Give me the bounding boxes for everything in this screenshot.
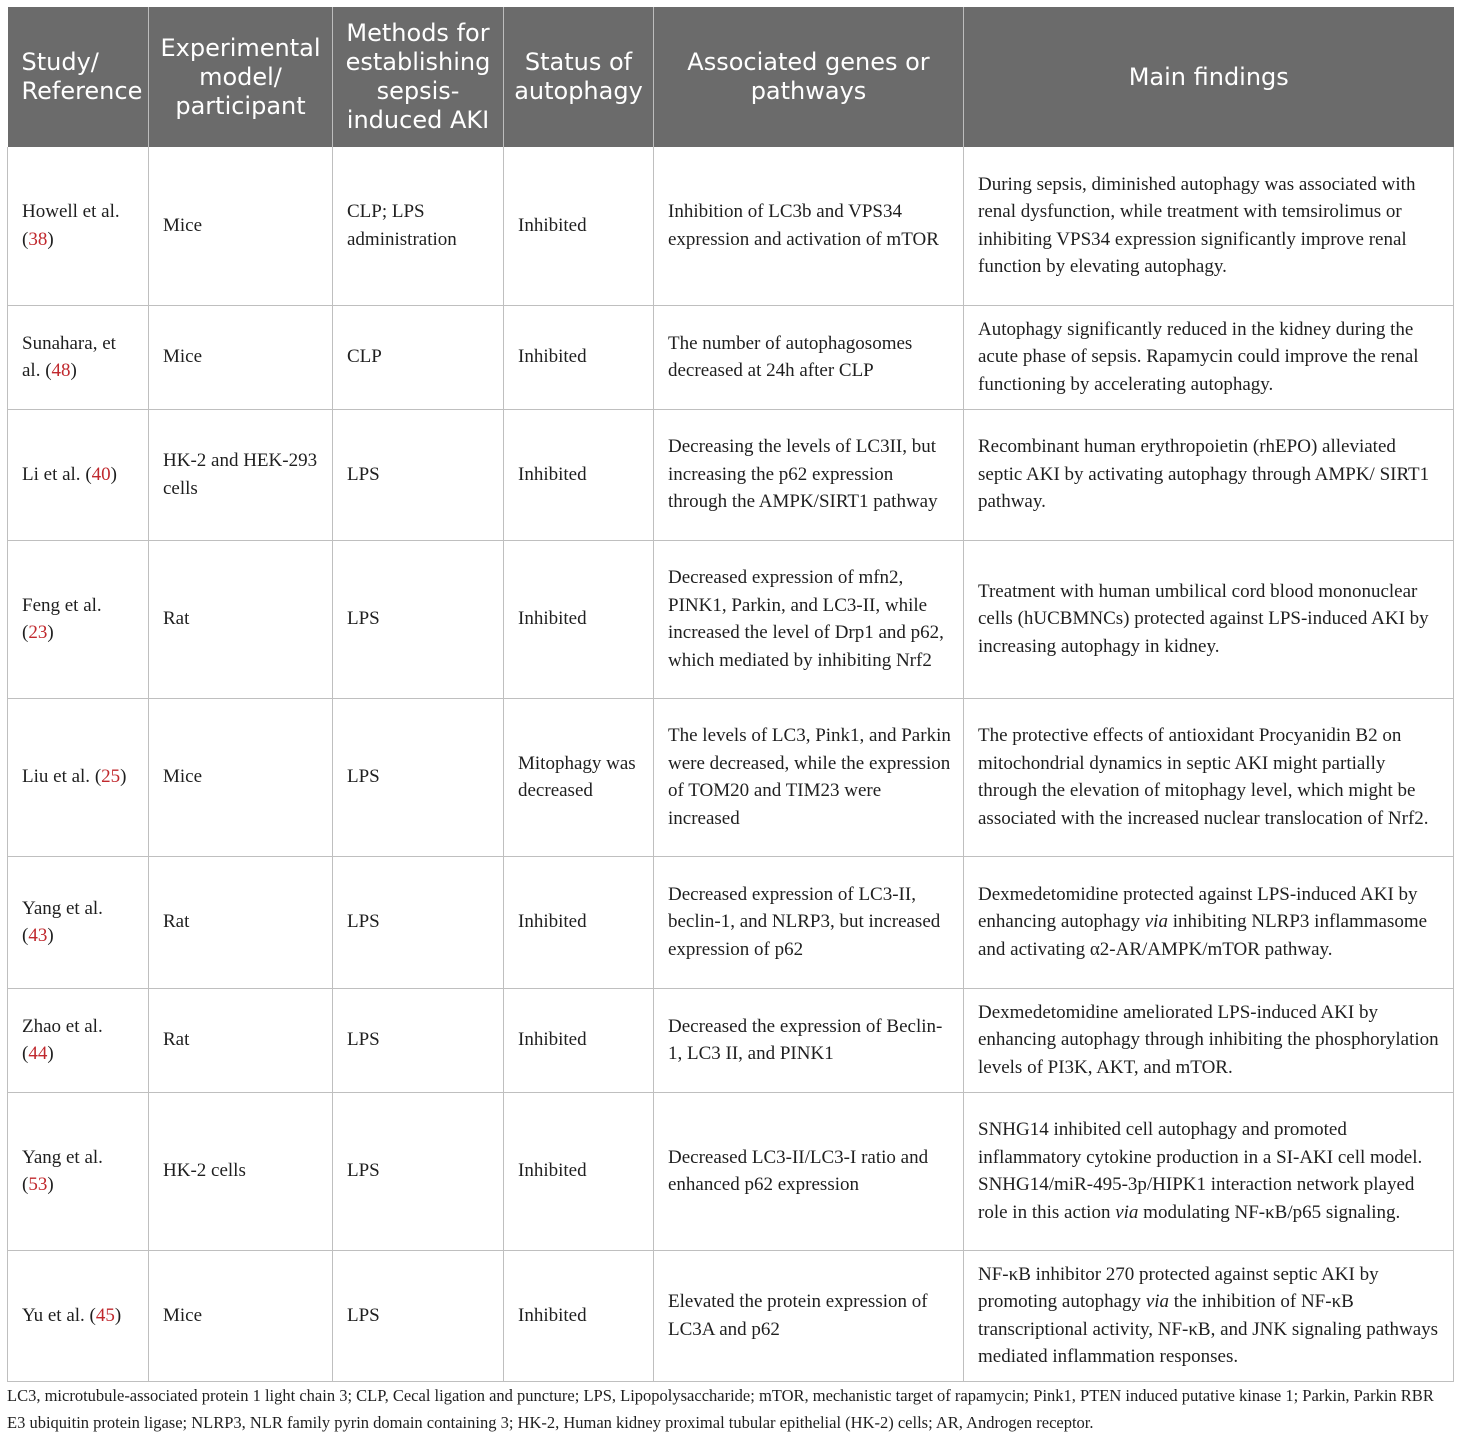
cell-findings: Treatment with human umbilical cord blood mononuclear cells (hUCBMNCs) protected against LPS-induced AKI by increasing autophagy in kidney. (964, 540, 1454, 698)
cell-model: HK-2 cells (149, 1092, 333, 1250)
cell-findings: Autophagy significantly reduced in the kidney during the acute phase of sepsis. Rapamycin could improve the renal functioning by accelerating autophagy. (964, 305, 1454, 409)
findings-emphasis: via (1115, 1201, 1139, 1223)
cell-model: Mice (149, 698, 333, 856)
study-name: Li et al. (22, 463, 81, 485)
cell-genes: The number of autophagosomes decreased at 24h after CLP (654, 305, 964, 409)
study-name: Liu et al. (22, 766, 91, 788)
study-name: Howell et al. (22, 201, 120, 223)
findings-text: Dexmedetomidine protected against LPS-induced AKI by enhancing autophagy (978, 883, 1418, 933)
study-name: Yu et al. (22, 1304, 85, 1326)
cell-study: Yu et al. (45) (8, 1250, 149, 1381)
header-row (8, 7, 1454, 147)
table-row (8, 698, 1454, 856)
reference-link[interactable]: 23 (28, 622, 48, 643)
table-row (8, 147, 1454, 305)
findings-text: the inhibition of NF-κB transcriptional activity, NF-κB, and JNK signaling pathways mediated inflammation responses. (978, 1291, 1439, 1367)
cell-method: LPS (333, 540, 504, 698)
findings-text: NF-κB inhibitor 270 protected against septic AKI by promoting autophagy (978, 1263, 1379, 1312)
table-container (7, 7, 1453, 1382)
header-status: Status of autophagy (504, 7, 654, 147)
cell-status: Inhibited (504, 1250, 654, 1381)
cell-model: Rat (149, 856, 333, 988)
reference-link[interactable]: 53 (28, 1174, 48, 1195)
cell-study: Howell et al. (38) (8, 147, 149, 305)
cell-study: Yang et al. (43) (8, 856, 149, 988)
cell-findings: During sepsis, diminished autophagy was associated with renal dysfunction, while treatment with temsirolimus or inhibiting VPS34 expression significantly improve renal function by elevating autophagy. (964, 147, 1454, 305)
cell-method: LPS (333, 409, 504, 540)
cell-method: LPS (333, 1250, 504, 1381)
table-row (8, 305, 1454, 409)
cell-genes: The levels of LC3, Pink1, and Parkin were decreased, while the expression of TOM20 and TIM23 were increased (654, 698, 964, 856)
cell-genes: Decreased expression of LC3-II, beclin-1, and NLRP3, but increased expression of p62 (654, 856, 964, 988)
cell-findings: Recombinant human erythropoietin (rhEPO) alleviated septic AKI by activating autophagy through AMPK/ SIRT1 pathway. (964, 409, 1454, 540)
cell-status: Inhibited (504, 409, 654, 540)
cell-genes: Inhibition of LC3b and VPS34 expression and activation of mTOR (654, 147, 964, 305)
cell-genes: Decreased the expression of Beclin-1, LC3 II, and PINK1 (654, 988, 964, 1092)
reference-link[interactable]: 25 (101, 766, 121, 788)
cell-status: Inhibited (504, 540, 654, 698)
cell-method: LPS (333, 988, 504, 1092)
cell-model: HK-2 and HEK-293 cells (149, 409, 333, 540)
reference-link[interactable]: 38 (28, 228, 48, 250)
cell-model: Mice (149, 305, 333, 409)
header-genes: Associated genes or pathways (654, 7, 964, 147)
cell-study: Li et al. (40) (8, 409, 149, 540)
header-study: Study/ Reference (8, 7, 149, 147)
table-row (8, 856, 1454, 988)
table-body (8, 147, 1454, 1381)
cell-genes: Decreased expression of mfn2, PINK1, Parkin, and LC3-II, while increased the level of Drp1 and p62, which mediated by inhibiting Nrf2 (654, 540, 964, 698)
cell-model: Mice (149, 1250, 333, 1381)
cell-status: Inhibited (504, 988, 654, 1092)
findings-emphasis: via (1145, 1291, 1170, 1312)
findings-text: modulating NF-κB/p65 signaling. (1138, 1201, 1401, 1223)
cell-findings: The protective effects of antioxidant Procyanidin B2 on mitochondrial dynamics in septic AKI might partially through the elevation of mitophagy level, which might be associated with the increased nuclear translocation of Nrf2. (964, 698, 1454, 856)
cell-findings (964, 856, 1454, 988)
header-findings: Main findings (964, 7, 1454, 147)
cell-method: LPS (333, 1092, 504, 1250)
cell-genes: Decreased LC3-II/LC3-I ratio and enhanced p62 expression (654, 1092, 964, 1250)
cell-genes: Decreasing the levels of LC3II, but increasing the p62 expression through the AMPK/SIRT1 pathway (654, 409, 964, 540)
study-name: Yang et al. (22, 897, 103, 919)
table-row (8, 1092, 1454, 1250)
cell-status: Inhibited (504, 147, 654, 305)
findings-text: inhibiting NLRP3 inflammasome and activating α2-AR/AMPK/mTOR pathway. (978, 911, 1428, 960)
cell-findings (964, 1250, 1454, 1381)
findings-emphasis: via (1144, 911, 1168, 933)
table-row (8, 409, 1454, 540)
cell-model: Rat (149, 988, 333, 1092)
cell-findings: Dexmedetomidine ameliorated LPS-induced AKI by enhancing autophagy through inhibiting the phosphorylation levels of PI3K, AKT, and mTOR. (964, 988, 1454, 1092)
cell-status: Mitophagy was decreased (504, 698, 654, 856)
reference-link[interactable]: 48 (51, 360, 71, 381)
cell-status: Inhibited (504, 856, 654, 988)
cell-genes: Elevated the protein expression of LC3A and p62 (654, 1250, 964, 1381)
reference-link[interactable]: 43 (28, 925, 48, 946)
study-name: Zhao et al. (22, 1015, 103, 1037)
table-row (8, 988, 1454, 1092)
cell-method: LPS (333, 698, 504, 856)
study-name: Sunahara, et al. (22, 332, 116, 381)
cell-study: Zhao et al. (44) (8, 988, 149, 1092)
cell-model: Mice (149, 147, 333, 305)
table-row (8, 540, 1454, 698)
cell-method: CLP (333, 305, 504, 409)
cell-method: LPS (333, 856, 504, 988)
cell-model: Rat (149, 540, 333, 698)
autophagy-studies-table (7, 7, 1454, 1382)
cell-method: CLP; LPS administration (333, 147, 504, 305)
cell-study: Feng et al. (23) (8, 540, 149, 698)
cell-status: Inhibited (504, 305, 654, 409)
study-name: Feng et al. (22, 594, 102, 616)
reference-link[interactable]: 44 (28, 1043, 48, 1064)
cell-findings (964, 1092, 1454, 1250)
findings-text: SNHG14 inhibited cell autophagy and promoted inflammatory cytokine production in a SI-AKI cell model. SNHG14/miR-495-3p/HIPK1 interaction network played role in this action (978, 1119, 1423, 1223)
study-name: Yang et al. (22, 1146, 103, 1168)
reference-link[interactable]: 45 (95, 1304, 115, 1326)
table-footnote: LC3, microtubule-associated protein 1 light chain 3; CLP, Cecal ligation and puncture; LPS, Lipopolysaccharide; mTOR, mechanistic target of rapamycin; Pink1, PTEN induced putative kinase 1; Parkin, Parkin RBR E3 ubiquitin protein ligase; NLRP3, NLR family pyrin domain containing 3; HK-2, Human kidney proximal tubular epithelial (HK-2) cells; AR, Androgen receptor. (7, 1386, 1434, 1432)
table-row (8, 1250, 1454, 1381)
header-method: Methods for establishing sepsis-induced AKI (333, 7, 504, 147)
cell-study: Liu et al. (25) (8, 698, 149, 856)
header-model: Experimental model/ participant (149, 7, 333, 147)
cell-study: Sunahara, et al. (48) (8, 305, 149, 409)
cell-status: Inhibited (504, 1092, 654, 1250)
reference-link[interactable]: 40 (91, 463, 111, 485)
cell-study: Yang et al. (53) (8, 1092, 149, 1250)
